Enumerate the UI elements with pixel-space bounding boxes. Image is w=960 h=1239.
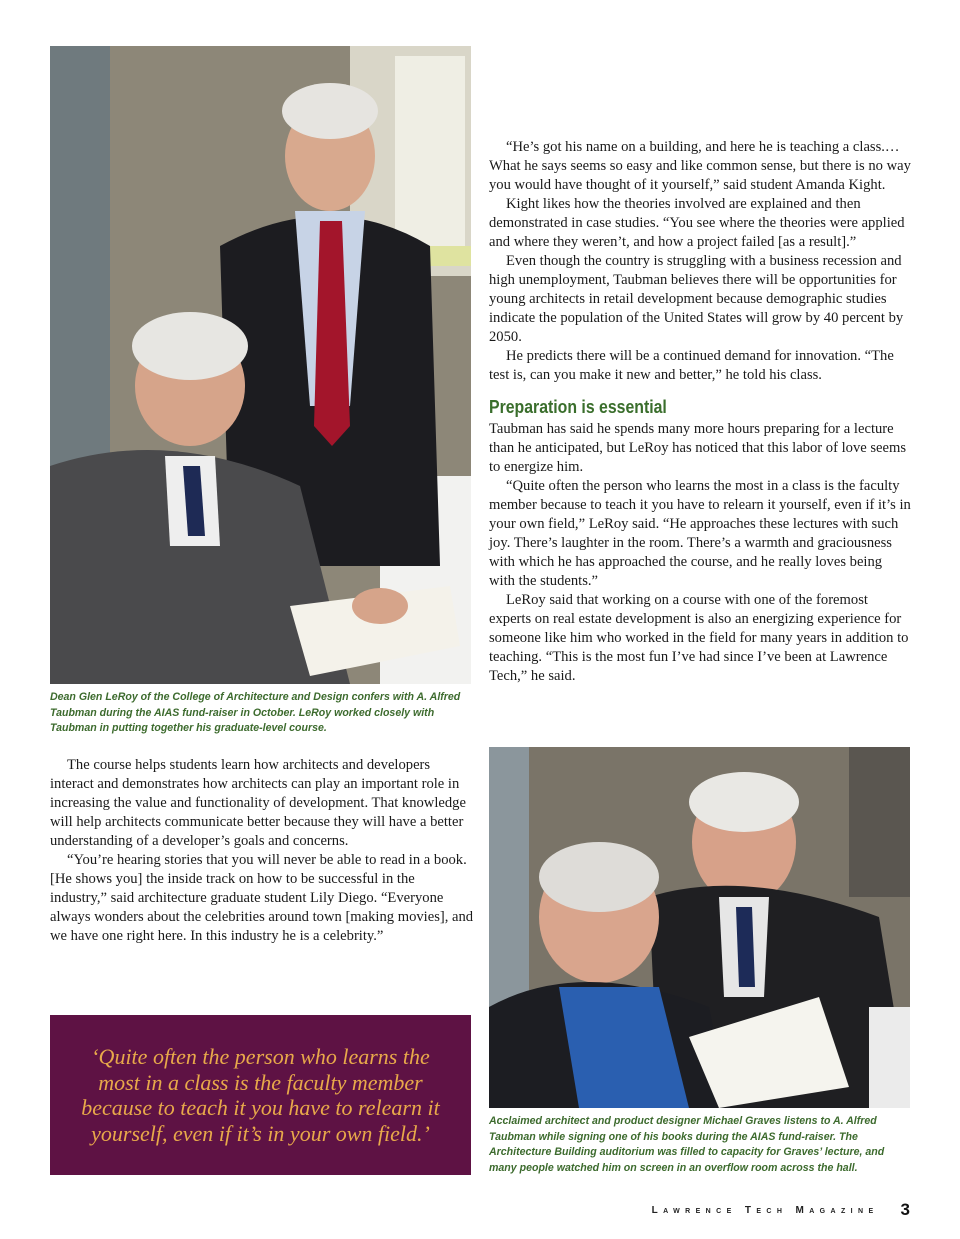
right-paragraph-6: “Quite often the person who learns the most in a class is the faculty member because to teach it you have to relearn it yourself, even if it’s in your own field,” LeRoy said. “He approaches these lectures with such joy. There’s laughter in the room. There’s a warmth and graciousness with which he has approached the course, and he really loves being with the students.”: [489, 478, 911, 589]
right-text-column: [489, 138, 911, 686]
left-paragraph-2: “You’re hearing stories that you will never be able to read in a book. [He shows you] the inside track on how to be successful in the industry,” said architecture graduate student Lily Diego. “Everyone always wonders about the celebrities around town [making movies], and we have one right here. In this industry he is a celebrity.”: [50, 852, 474, 944]
pull-quote-text: ‘Quite often the person who learns the most in a class is the faculty member because to teach it you have to relearn it yourself, even if it’s in your own field.’: [81, 1044, 440, 1146]
page-footer: [652, 1200, 910, 1220]
photo-graves-taubman: [489, 747, 910, 1108]
section-subhead: Preparation is essential: [489, 397, 667, 417]
photo-icon: [50, 46, 471, 684]
page-number: 3: [900, 1200, 910, 1219]
right-paragraph-2: Kight likes how the theories involved are explained and then demonstrated in case studies. “You see where the theories were applied and where they weren’t, and how a project failed [as a result].”: [489, 196, 905, 250]
right-paragraph-4: He predicts there will be a continued demand for innovation. “The test is, can you make it new and better,” he told his class.: [489, 348, 894, 383]
photo-leroy-taubman: [50, 46, 471, 684]
photo-caption-1: Dean Glen LeRoy of the College of Architecture and Design confers with A. Alfred Taubman during the AIAS fund-raiser in October. LeRoy worked closely with Taubman in putting together his graduate-level course.: [50, 691, 461, 734]
photo-icon: [489, 747, 910, 1108]
left-text-column: [50, 756, 474, 946]
right-paragraph-5: Taubman has said he spends many more hours preparing for a lecture than he anticipated, but LeRoy has noticed that this labor of love seems to energize him.: [489, 421, 907, 475]
magazine-name: Lawrence Tech Magazine: [651, 1204, 879, 1216]
left-paragraph-1: The course helps students learn how architects and developers interact and demonstrates how architects can play an important role in increasing the value and functionality of development. That knowledge will help architects communicate better because they will have a better understanding of a developer’s goals and concerns.: [50, 757, 466, 849]
pull-quote-box: [50, 1015, 471, 1175]
right-paragraph-7: LeRoy said that working on a course with one of the foremost experts on real estate development is also an energizing experience for someone like him who worked in the field for many years in addition to teaching. “This is the most fun I’ve had since I’ve been at Lawrence Tech,” he said.: [489, 592, 909, 684]
right-paragraph-3: Even though the country is struggling with a business recession and high unemployment, Taubman believes there will be opportunities for young architects in retail development because demographic studies indicate the population of the United States will grow by 40 percent by 2050.: [489, 253, 904, 345]
photo-caption-2: Acclaimed architect and product designer Michael Graves listens to A. Alfred Taubman while signing one of his books during the AIAS fund-raiser. The Architecture Building auditorium was filled to capacity for Graves’ lecture, and many people watched him on screen in an overflow room across the hall.: [489, 1115, 885, 1174]
right-paragraph-1: “He’s got his name on a building, and here he is teaching a class.… What he says seems so easy and like common sense, but there is no way you would have thought of it yourself,” said student Amanda Kight.: [489, 139, 911, 193]
